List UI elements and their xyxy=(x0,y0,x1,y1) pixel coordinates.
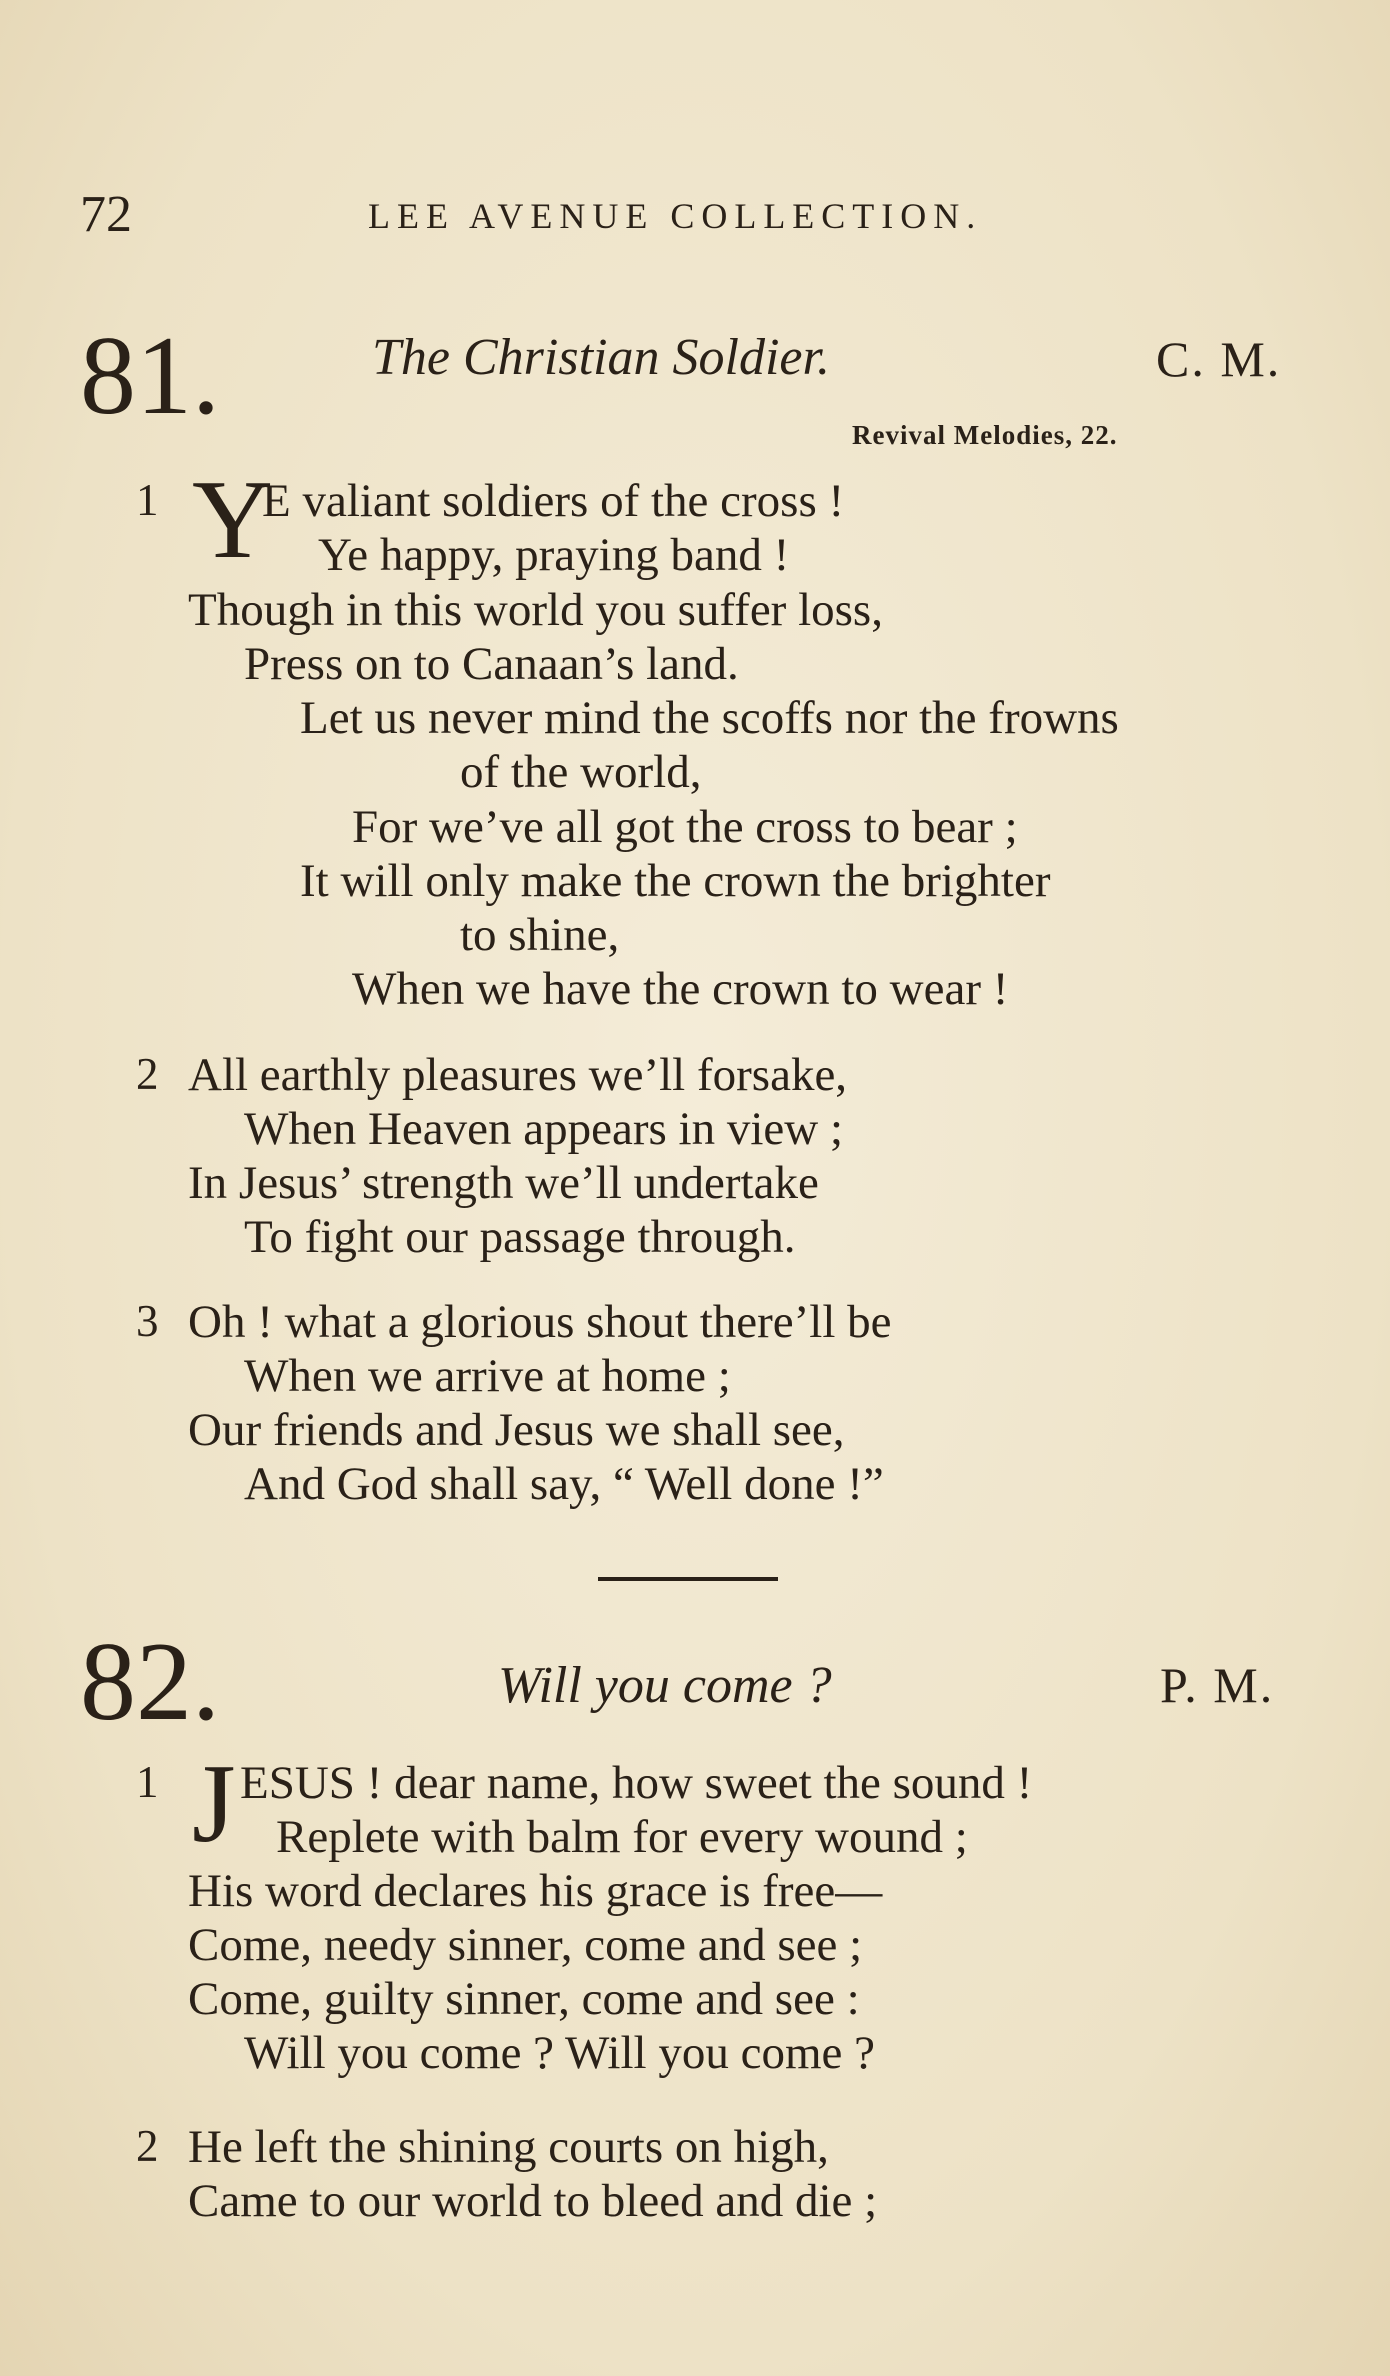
verse-line: E valiant soldiers of the cross ! xyxy=(262,475,845,527)
hymn-82-number: 82. xyxy=(80,1620,220,1744)
verse-number: 2 xyxy=(136,1049,159,1099)
verse-line: ESUS ! dear name, how sweet the sound ! xyxy=(240,1757,1033,1809)
verse-line: to shine, xyxy=(460,909,620,961)
verse-line: And God shall say, “ Well done !” xyxy=(244,1458,884,1510)
page-number: 72 xyxy=(80,186,132,243)
hymn-81-source: Revival Melodies, 22. xyxy=(852,420,1118,450)
verse-line: Come, needy sinner, come and see ; xyxy=(188,1919,863,1971)
verse-line: Let us never mind the scoffs nor the frowns xyxy=(300,692,1119,744)
verse-line: When Heaven appears in view ; xyxy=(244,1103,843,1155)
verse-line: He left the shining courts on high, xyxy=(188,2121,829,2173)
verse-number: 2 xyxy=(136,2121,159,2171)
verse-line: Press on to Canaan’s land. xyxy=(244,638,739,690)
verse-number: 1 xyxy=(136,475,159,525)
verse-line: Oh ! what a glorious shout there’ll be xyxy=(188,1296,892,1348)
verse-line: When we have the crown to wear ! xyxy=(352,963,1009,1015)
verse-number: 1 xyxy=(136,1757,159,1807)
verse-line: Though in this world you suffer loss, xyxy=(188,584,883,636)
verse-line: Come, guilty sinner, come and see : xyxy=(188,1973,860,2025)
verse-line: Came to our world to bleed and die ; xyxy=(188,2175,878,2227)
section-divider xyxy=(598,1577,778,1581)
verse-line: When we arrive at home ; xyxy=(244,1350,731,1402)
verse-line: In Jesus’ strength we’ll undertake xyxy=(188,1157,819,1209)
verse-line: For we’ve all got the cross to bear ; xyxy=(352,801,1018,853)
verse-line: His word declares his grace is free— xyxy=(188,1865,883,1917)
verse-line: All earthly pleasures we’ll forsake, xyxy=(188,1049,848,1101)
verse-line: Ye happy, praying band ! xyxy=(318,529,790,581)
hymn-82-title: Will you come ? xyxy=(498,1657,832,1714)
verse-line: It will only make the crown the brighter xyxy=(300,855,1051,907)
drop-cap: Y xyxy=(192,458,273,582)
hymn-81-meter: C. M. xyxy=(1156,331,1282,387)
verse-line: To fight our passage through. xyxy=(244,1211,796,1263)
hymn-81-number: 81. xyxy=(80,314,220,438)
hymn-81-title: The Christian Soldier. xyxy=(372,329,830,386)
verse-line: Replete with balm for every wound ; xyxy=(276,1811,968,1863)
verse-line: of the world, xyxy=(460,746,702,798)
drop-cap: J xyxy=(192,1742,236,1866)
verse-line: Our friends and Jesus we shall see, xyxy=(188,1404,845,1456)
hymn-82-meter: P. M. xyxy=(1160,1657,1275,1713)
running-title: LEE AVENUE COLLECTION. xyxy=(368,196,983,236)
verse-line: Will you come ? Will you come ? xyxy=(244,2027,875,2079)
verse-number: 3 xyxy=(136,1296,159,1346)
